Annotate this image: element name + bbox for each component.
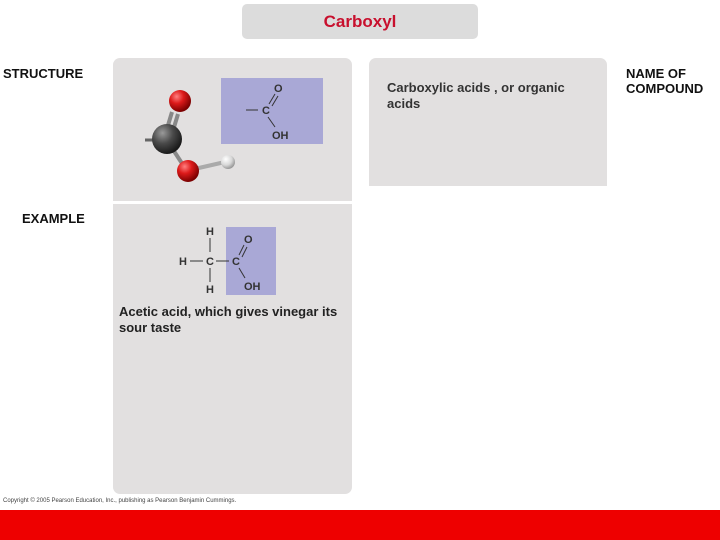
name-of-compound-line2: COMPOUND (626, 81, 704, 96)
hydrogen-bottom-symbol: H (206, 284, 214, 296)
name-of-compound-line1: NAME OF (626, 66, 686, 81)
carbon-symbol: C (262, 105, 270, 117)
carbon-group-symbol: C (232, 256, 240, 268)
oxygen-symbol: O (274, 83, 283, 95)
copyright-notice: Copyright © 2005 Pearson Education, Inc., publishing as Pearson Benjamin Cummings. (3, 498, 237, 504)
oxygen-atom (177, 160, 199, 182)
carboxyl-structural-formula (221, 78, 323, 144)
example-caption: Acetic acid, which gives vinegar its sour taste (119, 304, 338, 335)
hydroxyl-symbol: OH (272, 130, 289, 142)
oxygen-symbol: O (244, 234, 253, 246)
hydroxyl-symbol: OH (244, 281, 261, 293)
acetic-acid-formula (179, 226, 276, 296)
compound-name-text: Carboxylic acids , or organic acids (387, 80, 565, 111)
bottom-red-bar (0, 510, 720, 540)
oxygen-atom (169, 90, 191, 112)
carbon-atom (152, 124, 182, 154)
hydrogen-top-symbol: H (206, 226, 214, 238)
structure-label: STRUCTURE (3, 66, 84, 81)
example-label: EXAMPLE (22, 211, 85, 226)
slide-title: Carboxyl (323, 11, 397, 31)
hydrogen-atom (221, 155, 235, 169)
hydrogen-left-symbol: H (179, 256, 187, 268)
carbon-center-symbol: C (206, 256, 214, 268)
